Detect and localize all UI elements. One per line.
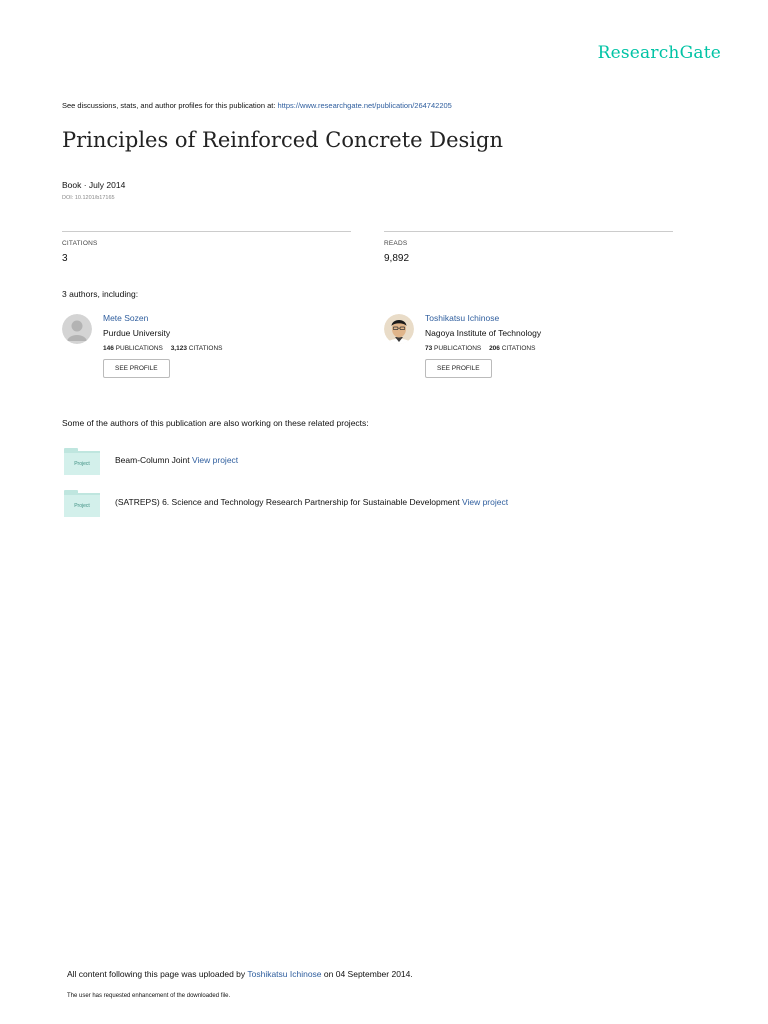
publications-count: 146 bbox=[103, 345, 114, 352]
project-name: Beam-Column Joint bbox=[115, 455, 193, 465]
related-projects-heading: Some of the authors of this publication are also working on these related projects: bbox=[62, 418, 369, 428]
researchgate-logo[interactable]: ResearchGate bbox=[597, 43, 721, 63]
enhancement-note: The user has requested enhancement of the downloaded file. bbox=[67, 993, 231, 999]
uploader-link[interactable]: Toshikatsu Ichinose bbox=[247, 969, 322, 979]
author-institution: Nagoya Institute of Technology bbox=[425, 328, 542, 338]
citations-count: 3,123 bbox=[170, 345, 187, 352]
publication-doi: DOI: 10.1201/b17165 bbox=[62, 195, 115, 201]
author-stats bbox=[103, 345, 363, 352]
citations-label: CITATIONS bbox=[188, 345, 223, 352]
reads-label: READS bbox=[384, 240, 408, 247]
see-profile-button[interactable]: SEE PROFILE bbox=[103, 359, 170, 378]
project-item bbox=[62, 490, 702, 522]
project-item bbox=[62, 448, 702, 480]
author-institution: Purdue University bbox=[103, 328, 171, 338]
author-name-link[interactable]: Mete Sozen bbox=[103, 313, 149, 323]
project-icon-label: Project bbox=[74, 503, 90, 509]
author-name-link[interactable]: Toshikatsu Ichinose bbox=[425, 313, 500, 323]
project-icon-label: Project bbox=[74, 461, 90, 467]
publication-title: Principles of Reinforced Concrete Design bbox=[62, 128, 503, 152]
project-folder-icon[interactable] bbox=[64, 448, 100, 475]
authors-heading: 3 authors, including: bbox=[62, 289, 139, 299]
citations-count: 206 bbox=[489, 345, 500, 352]
citations-label: CITATIONS bbox=[501, 345, 536, 352]
upload-prefix: All content following this page was uploaded by bbox=[67, 969, 248, 979]
project-text bbox=[115, 497, 508, 507]
project-folder-icon[interactable] bbox=[64, 490, 100, 517]
publication-url-link[interactable]: https://www.researchgate.net/publication/264742205 bbox=[277, 101, 452, 110]
citations-stat bbox=[62, 231, 351, 264]
citations-value: 3 bbox=[62, 253, 68, 264]
publications-label: PUBLICATIONS bbox=[434, 345, 482, 352]
discussion-line bbox=[62, 101, 452, 110]
author-stats bbox=[425, 345, 685, 352]
publication-meta: Book · July 2014 bbox=[62, 180, 126, 190]
project-text bbox=[115, 455, 238, 465]
upload-note bbox=[67, 969, 413, 979]
default-avatar-icon[interactable] bbox=[62, 314, 92, 344]
publications-count: 73 bbox=[425, 345, 433, 352]
citations-label: CITATIONS bbox=[62, 240, 98, 247]
upload-suffix: on 04 September 2014. bbox=[321, 969, 413, 979]
reads-stat bbox=[384, 231, 673, 264]
author-photo-avatar[interactable] bbox=[384, 314, 414, 344]
see-profile-button[interactable]: SEE PROFILE bbox=[425, 359, 492, 378]
discussion-text: See discussions, stats, and author profiles for this publication at: bbox=[62, 101, 278, 110]
project-name: (SATREPS) 6. Science and Technology Research Partnership for Sustainable Development bbox=[115, 497, 462, 507]
view-project-link[interactable]: View project bbox=[461, 497, 509, 507]
reads-value: 9,892 bbox=[384, 253, 410, 264]
publications-label: PUBLICATIONS bbox=[115, 345, 163, 352]
view-project-link[interactable]: View project bbox=[192, 455, 239, 465]
